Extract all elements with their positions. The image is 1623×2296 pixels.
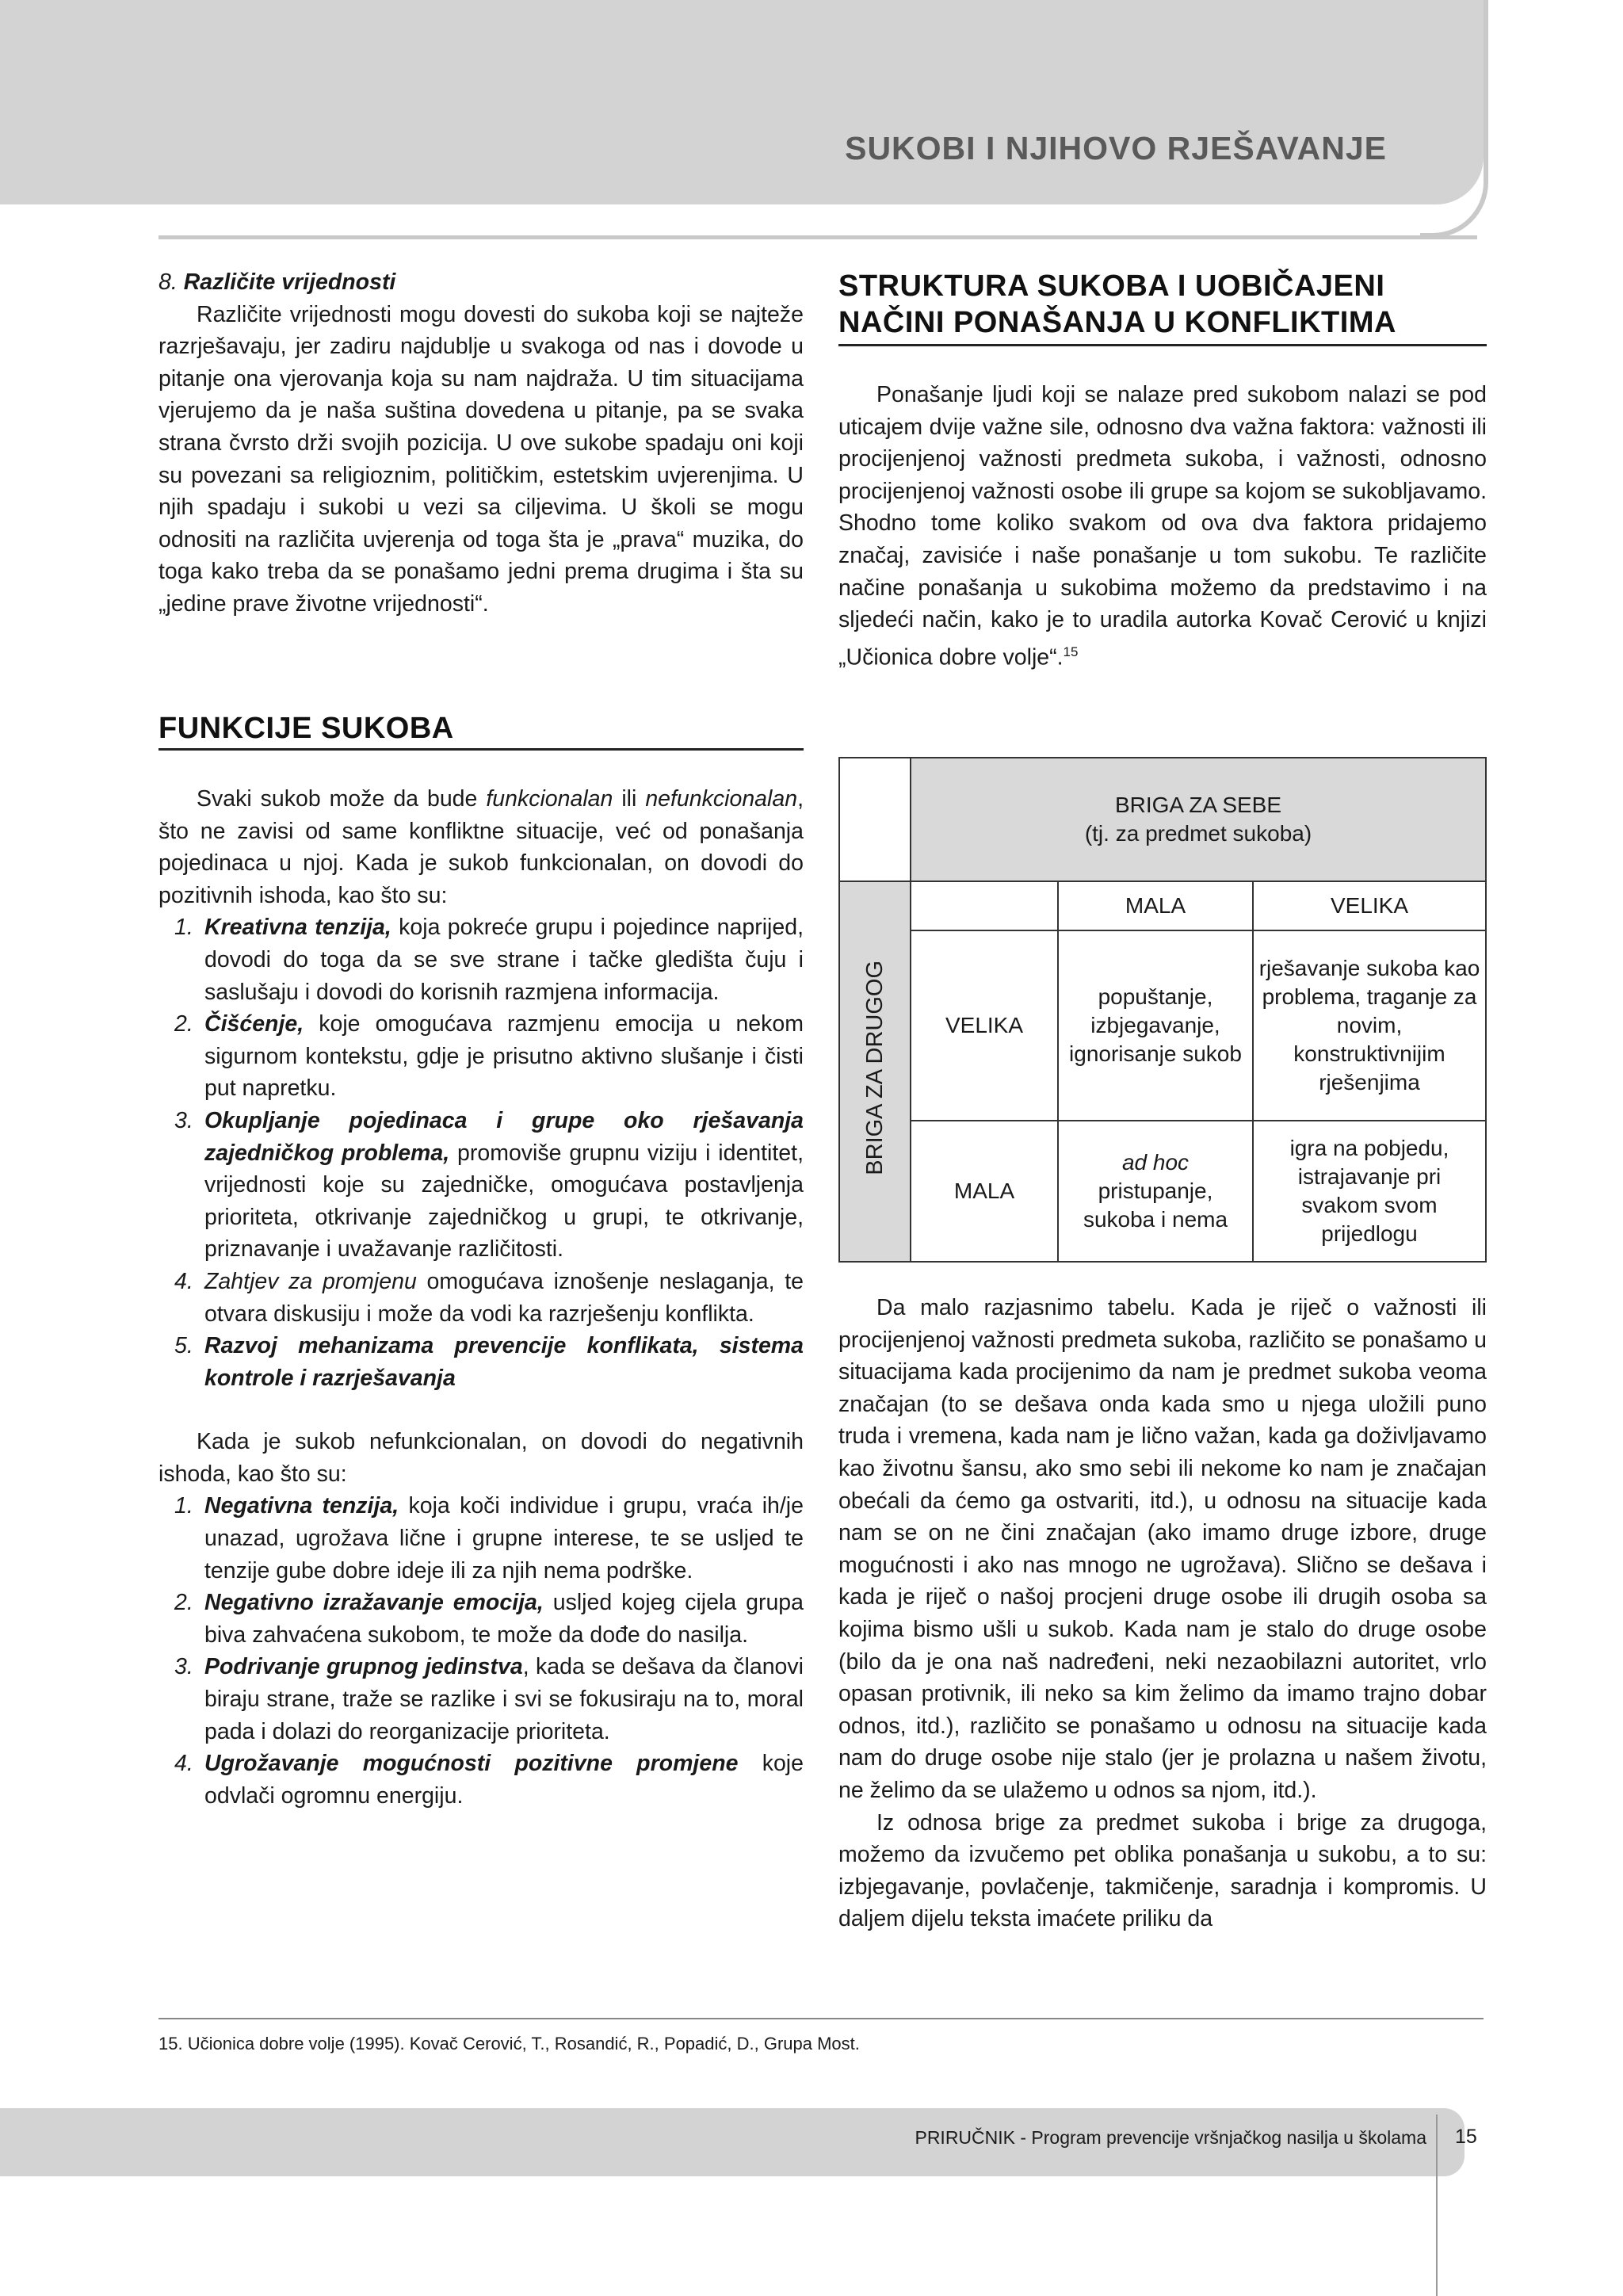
table-cell: popuštanje, izbjegavanje, ignorisanje sukob xyxy=(1058,930,1253,1121)
section-values xyxy=(158,266,804,621)
header-band xyxy=(0,0,1484,204)
negative-outcomes-list xyxy=(158,1490,804,1812)
table-row-velika: VELIKA xyxy=(911,930,1058,1121)
table-corner xyxy=(839,758,911,881)
table-col-velika: VELIKA xyxy=(1253,881,1486,930)
struktura-body: Da malo razjasnimo tabelu. Kada je riječ o važnosti ili procijenjenoj važnosti predmeta sukoba, različito se ponašamo u situacijama kada procijenimo da nam je predmet sukoba veoma značajan (to se dešava onda kada smo u njega uložili puno truda i vremena, kada nam je lično važan, kada ga doživljavamo kao životnu šansu, ako smo sebi ili nekome ko nam je značajan obećali da ćemo ga ostvariti, itd.), u odnosu na situacije kada nam se on ne čini značajan (ako imamo druge izbore, druge mogućnosti i ako nas mnogo ne ugrožava). Slično se dešava i kada je riječ o našoj procjeni druge osobe ili drugih osoba sa kojima bismo ušli u sukob. Kada nam je stalo do druge osobe (bilo da je ona naš nadređeni, neki nezaobilazni autoritet, vrlo opasan protivnik, ili neko sa kim želimo da imamo trajno dobar odnos, itd.), različito se ponašamo u odnosu na situacije kada nam do druge osobe nije stalo (jer je prolazna u našem životu, ne želimo da se ulažemo u odnos sa njom, itd.). Iz odnosa brige za predmet sukoba i brige za drugoga, možemo da izvučemo pet oblika ponašanja u sukobu, a to su: izbjegavanje, povlačenje, takmičenje, saradnja i kompromis. U daljem dijelu teksta imaćete priliku da xyxy=(838,1295,1487,1932)
list-item: 2. Negativno izražavanje emocija, usljed kojeg cijela grupa biva zahvaćena sukobom, te može da dođe do nasilja. xyxy=(174,1590,804,1648)
header-rule-1 xyxy=(158,235,1477,239)
table-cell: ad hoc pristupanje, sukoba i nema xyxy=(1058,1121,1253,1262)
list-item: 3. Podrivanje grupnog jedinstva, kada se dešava da članovi biraju strane, traže se razlike i svi se fokusiraju na to, moral pada i dolazi do reorganizacije prioriteta. xyxy=(174,1654,804,1744)
heading-funkcije: FUNKCIJE SUKOBA xyxy=(158,710,804,751)
table-col-mala: MALA xyxy=(1058,881,1253,930)
list-item: 3. Okupljanje pojedinaca i grupe oko rješavanja zajedničkog problema, promoviše grupnu viziju i identitet, vrijednosti koje su zajedničke, omogućava postavljenja prioriteta, otkrivanje zajedničkog u grupi, te otkrivanje, priznavanje i uvažavanje različitosti. xyxy=(174,1107,804,1263)
section-title: Različite vrijednosti xyxy=(183,269,396,295)
funkcije-intro: Svaki sukob može da bude funkcionalan ili nefunkcionalan, što ne zavisi od same konfliktne situacije, već od ponašanja pojedinaca u njoj. Kada je sukob funkcionalan, on dovodi do pozitivnih ishoda, kao što su: xyxy=(158,786,804,908)
footer-separator xyxy=(1436,2115,1438,2296)
header-arc-1 xyxy=(1420,0,1488,238)
table-cell: rješavanje sukoba kao problema, traganje za novim, konstruktivnijim rješenjima xyxy=(1253,930,1486,1121)
list-item: 1. Kreativna tenzija, koja pokreće grupu i pojedince naprijed, dovodi do toga da se sve strane i tačke gledišta čuju i saslušaju i dovodi do korisnih razmjena informacija. xyxy=(174,915,804,1005)
list-item: 2. Čišćenje, koje omogućava razmjenu emocija u nekom sigurnom kontekstu, gdje je prisutno aktivno slušanje i čisti put napretku. xyxy=(174,1011,804,1102)
list-item: 4. Ugrožavanje mogućnosti pozitivne promjene koje odvlači ogromnu energiju. xyxy=(174,1751,804,1809)
heading-struktura: STRUKTURA SUKOBA I UOBIČAJENI NAČINI PONAŠANJA U KONFLIKTIMA xyxy=(838,268,1487,346)
values-paragraph: Različite vrijednosti mogu dovesti do sukoba koji se najteže razrješavaju, jer zadiru najdublje u svakoga od nas i dovode u pitanje ona vjerovanja koja su nam najdraža. U tim situacijama vjerujemo da je naša suština dovedena u pitanje, pa se svaka strana čvrsto drži svojih pozicija. U ove sukobe spadaju oni koji su povezani sa religioznim, političkim, estetskim uvjerenjima. U njih spadaju i sukobi u vezi sa ciljevima. U školi se mogu odnositi na različita uvjerenja od toga šta je „prava“ muzika, do toga kako treba da se ponašamo jedni prema drugima i šta su „jedine prave životne vrijednosti“. xyxy=(158,301,804,617)
conflict-behavior-table xyxy=(838,757,1487,1263)
footer-text: PRIRUČNIK - Program prevencije vršnjačkog nasilja u školama xyxy=(915,2127,1426,2148)
list-item: 1. Negativna tenzija, koja koči individue i grupu, vraća ih/je unazad, ugrožava lične i grupne interese, te se usljed te tenzije gube dobre ideje ili za njih nema podrške. xyxy=(174,1493,804,1584)
table-cell: igra na pobjedu, istrajavanje pri svakom svom prijedlogu xyxy=(1253,1121,1486,1262)
table-blank xyxy=(911,881,1058,930)
struktura-intro: Ponašanje ljudi koji se nalaze pred sukobom nalazi se pod uticajem dvije važne sile, odnosno dva važna faktora: važnosti ili procijenjenoj važnosti predmeta sukoba, i važnosti, odnosno procijenjenoj važnosti osobe ili grupe sa kojom se sukobljavamo. Shodno tome koliko svakom od ova dva faktora pridajemo značaj, zavisiće i naše ponašanje u tom sukobu. Te različite načine ponašanja u sukobima možemo da predstavimo i na sljedeći način, kako je to uradila autorka Kovač Cerović u knjizi „Učionica dobre volje“.$^{15}$ xyxy=(838,382,1487,670)
footnote: 15. Učionica dobre volje (1995). Kovač Cerović, T., Rosandić, R., Popadić, D., Grupa Most. xyxy=(158,2034,860,2053)
table-row-mala: MALA xyxy=(911,1121,1058,1262)
table-header-other: BRIGA ZA DRUGOG xyxy=(839,881,911,1262)
list-item: 4. Zahtjev za promjenu omogućava iznošenje neslaganja, te otvara diskusiju i može da vodi ka razrješenju konflikta. xyxy=(174,1268,804,1327)
positive-outcomes-list xyxy=(158,911,804,1394)
table-header-self: BRIGA ZA SEBE (tj. za predmet sukoba) xyxy=(911,758,1486,881)
section-funkcije xyxy=(158,783,804,1812)
nefunkcionalan-intro: Kada je sukob nefunkcionalan, on dovodi do negativnih ishoda, kao što su: xyxy=(158,1429,804,1487)
page-header-title: SUKOBI I NJIHOVO RJEŠAVANJE xyxy=(845,130,1387,166)
footnote-rule xyxy=(158,2018,1484,2019)
page-number: 15 xyxy=(1455,2126,1477,2148)
list-item: 5. Razvoj mehanizama prevencije konflikata, sistema kontrole i razrješavanja xyxy=(174,1333,804,1391)
section-number: 8. xyxy=(158,269,184,295)
